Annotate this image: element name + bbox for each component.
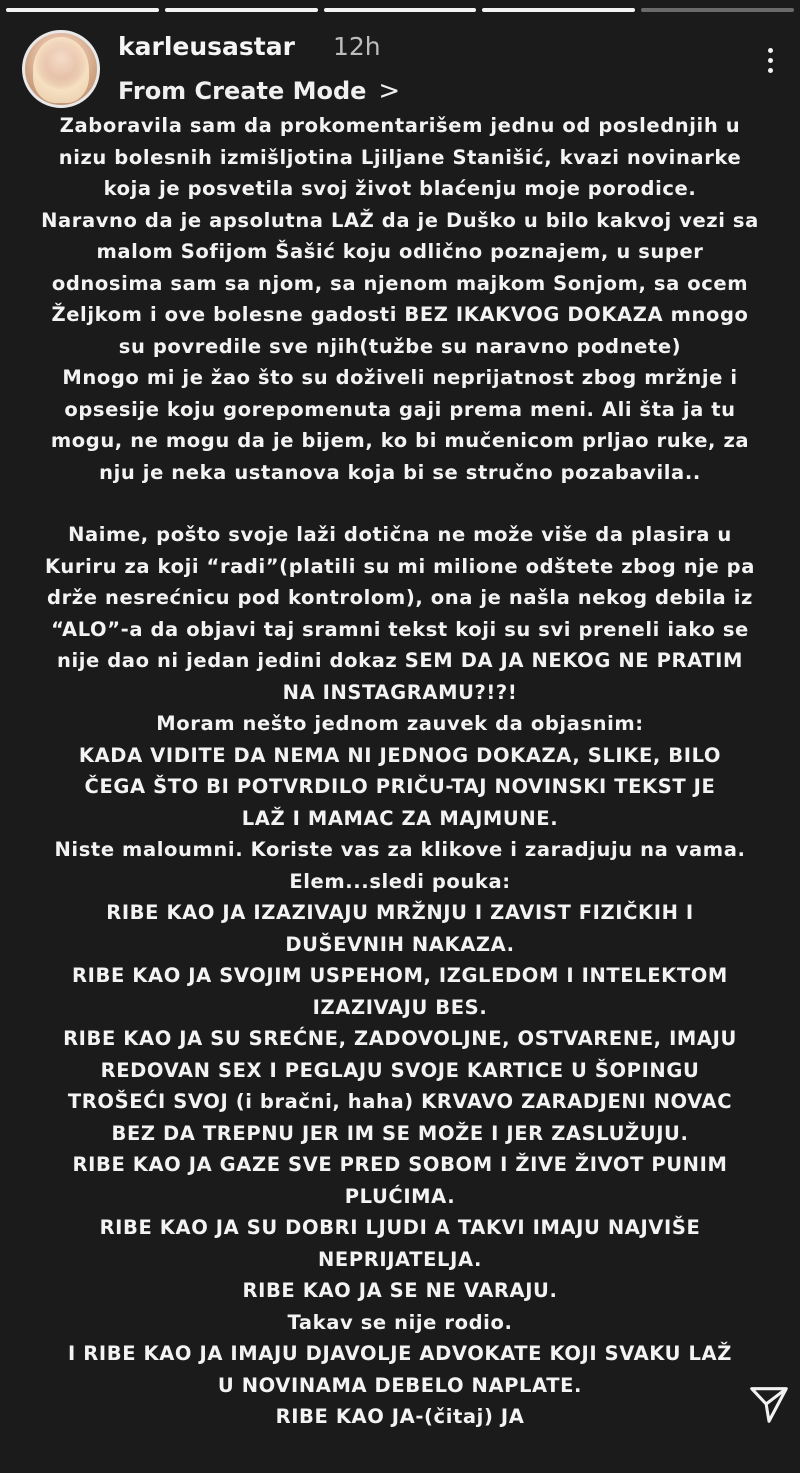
- story-line: Moram nešto jednom zauvek da objasnim:: [156, 712, 644, 735]
- story-line: BEZ DA TREPNU JER IM SE MOŽE I JER ZASLUŽUJU.: [111, 1121, 689, 1145]
- story-progress-segment: [165, 8, 318, 12]
- story-line: nju je neka ustanova koja bi se stručno pozabavila..: [99, 460, 701, 484]
- send-icon[interactable]: [746, 1381, 792, 1427]
- story-line: nizu bolesnih izmišljotina Ljiljane Stanišić, kvazi novinarke: [58, 145, 742, 169]
- story-line: Zaboravila sam da prokomentarišem jednu od poslednjih u: [59, 114, 741, 137]
- story-progress-segment: [482, 8, 635, 12]
- story-line: DUŠEVNIH NAKAZA.: [285, 932, 515, 956]
- line-gap: [14, 488, 786, 519]
- create-mode-link[interactable]: [118, 76, 400, 106]
- story-line: I RIBE KAO JA IMAJU DJAVOLJE ADVOKATE KOJI SVAKU LAŽ: [68, 1342, 732, 1365]
- story-line: Željkom i ove bolesne gadosti BEZ IKAKVOG DOKAZA mnogo: [51, 303, 749, 326]
- story-line: “ALO”-a da objavi taj sramni tekst koji su svi preneli iako se: [51, 617, 749, 641]
- post-time: 12h: [333, 32, 381, 61]
- story-line: opsesije koju gorepomenuta gaji prema meni. Ali šta ja tu: [64, 397, 736, 421]
- story-line: NA INSTAGRAMU?!?!: [282, 680, 518, 704]
- story-line: PLUĆIMA.: [344, 1184, 456, 1208]
- create-mode-label: From Create Mode: [118, 77, 367, 105]
- story-line: mogu, ne mogu da je bijem, ko bi mučenicom prljao ruke, za: [50, 429, 750, 452]
- story-header: [18, 20, 788, 112]
- story-progress-bar: [6, 8, 794, 13]
- story-line: Kuriru za koji “radi”(platili su mi milione odštete zbog nje pa: [45, 554, 755, 578]
- story-line: RIBE KAO JA-(čitaj) JA: [275, 1405, 525, 1428]
- story-line: koja je posvetila svoj život blaćenju moje porodice.: [103, 177, 697, 200]
- story-line: RIBE KAO JA SU SREĆNE, ZADOVOLJNE, OSTVARENE, IMAJU: [63, 1027, 737, 1050]
- chevron-right-icon: >: [378, 76, 401, 106]
- story-line: RIBE KAO JA SU DOBRI LJUDI A TAKVI IMAJU NAJVIŠE: [99, 1216, 701, 1239]
- story-progress-segment: [641, 8, 794, 12]
- story-line: ČEGA ŠTO BI POTVRDILO PRIČU-TAJ NOVINSKI TEKST JE: [84, 775, 716, 798]
- story-line: U NOVINAMA DEBELO NAPLATE.: [217, 1373, 583, 1397]
- story-line: odnosima sam sa njom, sa njenom majkom Sonjom, sa ocem: [51, 271, 749, 295]
- username[interactable]: karleusastar: [118, 32, 295, 61]
- story-line: IZAZIVAJU BES.: [312, 995, 488, 1019]
- story-line: Naime, pošto svoje laži dotična ne može više da plasira u: [68, 523, 732, 546]
- story-line: RIBE KAO JA SVOJIM USPEHOM, IZGLEDOM I INTELEKTOM: [72, 964, 728, 987]
- story-text: [14, 110, 786, 1433]
- story-progress-segment: [6, 8, 159, 12]
- story-line: TROŠEĆI SVOJ (i bračni, haha) KRVAVO ZARADJENI NOVAC: [67, 1090, 733, 1113]
- story-line: Elem...sledi pouka:: [289, 869, 511, 893]
- story-line: NEPRIJATELJA.: [318, 1247, 482, 1271]
- story-line: LAŽ I MAMAC ZA MAJMUNE.: [241, 806, 559, 830]
- story-progress-segment: [324, 8, 477, 12]
- story-line: Naravno da je apsolutna LAŽ da je Duško u bilo kakvoj vezi sa: [41, 208, 759, 232]
- story-line: RIBE KAO JA IZAZIVAJU MRŽNJU I ZAVIST FIZIČKIH I: [106, 901, 694, 924]
- story-line: RIBE KAO JA GAZE SVE PRED SOBOM I ŽIVE ŽIVOT PUNIM: [72, 1153, 728, 1176]
- story-line: Niste maloumni. Koriste vas za klikove i zaradjuju na vama.: [54, 838, 746, 861]
- story-line: Takav se nije rodio.: [287, 1310, 513, 1334]
- story-line: drže nesrećnicu pod kontrolom), ona je našla nekog debila iz: [47, 586, 753, 609]
- story-line: Mnogo mi je žao što su doživeli neprijatnost zbog mržnje i: [62, 366, 738, 389]
- avatar[interactable]: [22, 30, 100, 108]
- story-line: KADA VIDITE DA NEMA NI JEDNOG DOKAZA, SLIKE, BILO: [78, 743, 722, 767]
- story-line: nije dao ni jedan jedini dokaz SEM DA JA NEKOG NE PRATIM: [56, 649, 744, 672]
- story-line: su povredile sve njih(tužbe su naravno podnete): [118, 334, 682, 358]
- story-line: RIBE KAO JA SE NE VARAJU.: [242, 1279, 558, 1302]
- story-line: REDOVAN SEX I PEGLAJU SVOJE KARTICE U ŠOPINGU: [100, 1058, 700, 1082]
- story-line: malom Sofijom Šašić koju odlično poznajem, u super: [96, 240, 704, 263]
- more-vertical-icon[interactable]: [764, 48, 776, 73]
